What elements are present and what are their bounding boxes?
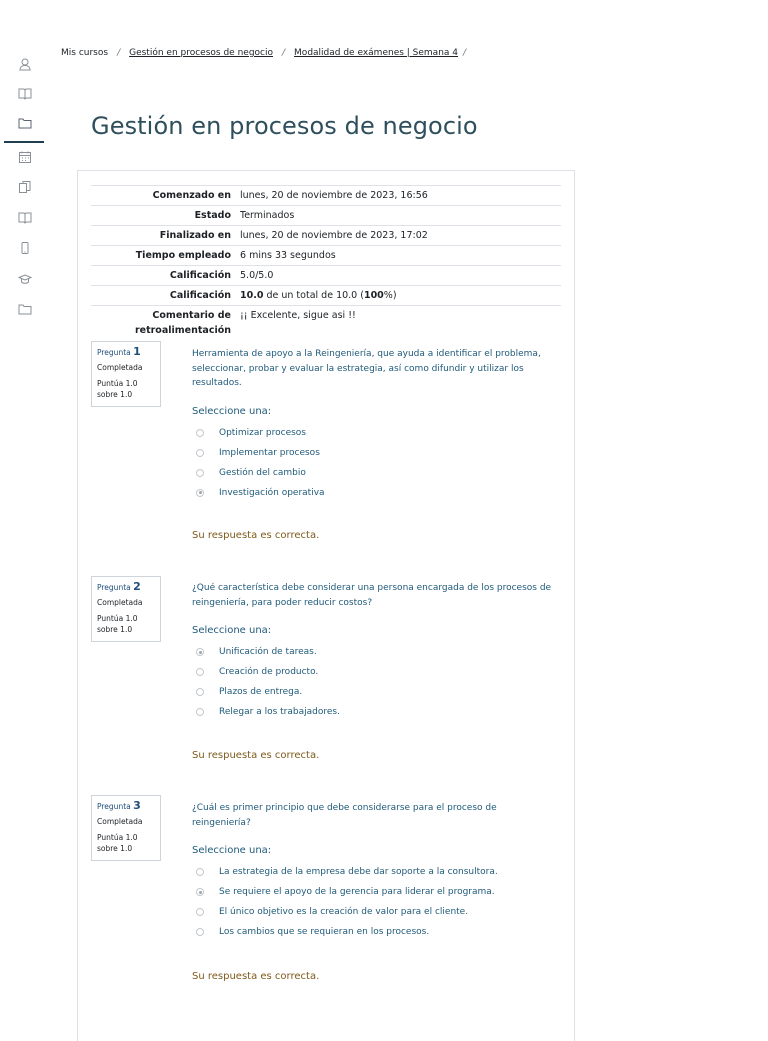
row-value xyxy=(239,286,561,306)
row-value: Terminados xyxy=(240,210,295,221)
row-value: ¡¡ Excelente, sigue asi !! xyxy=(240,310,356,321)
answer-label: Los cambios que se requieran en los procesos. xyxy=(219,927,430,937)
book-icon[interactable] xyxy=(18,210,32,224)
answer-option[interactable] xyxy=(192,642,554,662)
question-label: Pregunta xyxy=(97,583,131,592)
question-content-2 xyxy=(192,581,554,722)
answer-option[interactable] xyxy=(192,902,554,922)
answer-option[interactable] xyxy=(192,862,554,882)
book-icon[interactable] xyxy=(18,86,32,100)
question-label: Pregunta xyxy=(97,348,131,357)
breadcrumb xyxy=(61,48,475,58)
answer-option[interactable] xyxy=(192,922,554,942)
radio-button-selected[interactable] xyxy=(196,648,204,656)
radio-button[interactable] xyxy=(196,449,204,457)
row-value: 5.0/5.0 xyxy=(240,270,274,281)
grade-points: 10.0 xyxy=(240,290,264,301)
question-info-3 xyxy=(91,795,161,861)
question-feedback: Su respuesta es correcta. xyxy=(192,750,320,761)
breadcrumb-exam-mode[interactable]: Modalidad de exámenes | Semana 4 xyxy=(294,48,459,58)
question-state: Completada xyxy=(97,817,143,826)
answer-label: Se requiere el apoyo de la gerencia para liderar el programa. xyxy=(219,887,495,897)
question-number: 1 xyxy=(133,345,141,358)
folder-icon[interactable] xyxy=(18,302,32,316)
question-grade: Puntúa 1.0 sobre 1.0 xyxy=(97,379,138,399)
answer-option[interactable] xyxy=(192,443,554,463)
answer-label: Unificación de tareas. xyxy=(219,647,317,657)
question-content-3 xyxy=(192,801,554,942)
calendar-icon[interactable] xyxy=(18,150,32,164)
breadcrumb-separator: / xyxy=(463,48,467,58)
answer-option[interactable] xyxy=(192,702,554,722)
answer-label: Optimizar procesos xyxy=(219,427,306,438)
answer-option[interactable] xyxy=(192,423,554,443)
question-grade: Puntúa 1.0 sobre 1.0 xyxy=(97,614,138,634)
copy-icon[interactable] xyxy=(18,180,32,194)
radio-button[interactable] xyxy=(196,908,204,916)
table-row xyxy=(91,206,561,226)
quiz-review-panel xyxy=(77,170,575,1041)
answer-label: Relegar a los trabajadores. xyxy=(219,707,340,717)
user-icon[interactable] xyxy=(18,57,32,71)
row-label: Tiempo empleado xyxy=(135,250,231,261)
question-state: Completada xyxy=(97,598,143,607)
question-feedback: Su respuesta es correcta. xyxy=(192,530,320,541)
row-label: Comenzado en xyxy=(152,190,231,201)
answer-list xyxy=(192,642,554,722)
question-info-2 xyxy=(91,576,161,642)
answer-prompt: Seleccione una: xyxy=(192,625,272,636)
row-value: lunes, 20 de noviembre de 2023, 17:02 xyxy=(240,230,428,241)
answer-label: Plazos de entrega. xyxy=(219,687,303,697)
radio-button[interactable] xyxy=(196,928,204,936)
attempt-summary-table xyxy=(91,185,561,340)
question-state: Completada xyxy=(97,363,143,372)
answer-option[interactable] xyxy=(192,882,554,902)
radio-button[interactable] xyxy=(196,429,204,437)
breadcrumb-course[interactable]: Gestión en procesos de negocio xyxy=(129,48,273,58)
table-row xyxy=(91,226,561,246)
graduation-cap-icon[interactable] xyxy=(18,272,32,286)
row-value: lunes, 20 de noviembre de 2023, 16:56 xyxy=(240,190,428,201)
breadcrumb-separator: / xyxy=(282,48,286,58)
radio-button[interactable] xyxy=(196,668,204,676)
question-feedback: Su respuesta es correcta. xyxy=(192,971,320,982)
answer-label: La estrategia de la empresa debe dar soporte a la consultora. xyxy=(219,867,498,877)
row-label: Estado xyxy=(194,210,231,221)
breadcrumb-separator: / xyxy=(117,48,121,58)
question-number: 3 xyxy=(133,799,141,812)
answer-prompt: Seleccione una: xyxy=(192,405,272,417)
answer-label: El único objetivo es la creación de valor para el cliente. xyxy=(219,907,469,917)
answer-option[interactable] xyxy=(192,682,554,702)
row-label: Comentario de retroalimentación xyxy=(134,310,231,336)
grade-percent: 100 xyxy=(363,290,384,301)
table-row xyxy=(91,186,561,206)
grade-total: de un total de 10.0 ( xyxy=(263,290,364,301)
radio-button[interactable] xyxy=(196,868,204,876)
answer-list xyxy=(192,423,554,503)
answer-option[interactable] xyxy=(192,662,554,682)
radio-button[interactable] xyxy=(196,688,204,696)
breadcrumb-mis-cursos[interactable]: Mis cursos xyxy=(61,48,109,58)
row-label: Calificación xyxy=(169,290,231,301)
radio-button[interactable] xyxy=(196,469,204,477)
question-info-1 xyxy=(91,341,161,407)
question-text: ¿Qué característica debe considerar una persona encargada de los procesos de reingeniería, para poder reducir costos? xyxy=(192,583,552,608)
answer-label: Creación de producto. xyxy=(219,667,319,677)
folder-icon[interactable] xyxy=(18,116,32,130)
question-text: ¿Cuál es primer principio que debe considerarse para el proceso de reingeniería? xyxy=(192,803,497,828)
table-row xyxy=(91,266,561,286)
row-label: Calificación xyxy=(169,270,231,281)
table-row xyxy=(91,286,561,306)
table-row xyxy=(91,246,561,266)
grade-percent-sign: %) xyxy=(383,290,397,301)
question-label: Pregunta xyxy=(97,802,131,811)
radio-button-selected[interactable] xyxy=(196,888,204,896)
radio-button-selected[interactable] xyxy=(196,489,204,497)
answer-label: Gestión del cambio xyxy=(219,467,306,478)
row-label: Finalizado en xyxy=(159,230,231,241)
question-content-1 xyxy=(192,347,554,503)
mobile-icon[interactable] xyxy=(18,241,32,255)
answer-list xyxy=(192,862,554,942)
page-title: Gestión en procesos de negocio xyxy=(91,112,478,140)
answer-prompt: Seleccione una: xyxy=(192,845,272,856)
question-grade: Puntúa 1.0 sobre 1.0 xyxy=(97,833,138,853)
answer-label: Implementar procesos xyxy=(219,447,320,458)
answer-label: Investigación operativa xyxy=(219,487,325,498)
answer-option[interactable] xyxy=(192,463,554,483)
answer-option[interactable] xyxy=(192,483,554,503)
table-row xyxy=(91,306,561,341)
question-number: 2 xyxy=(133,580,141,593)
radio-button[interactable] xyxy=(196,708,204,716)
row-value: 6 mins 33 segundos xyxy=(240,250,336,261)
question-text: Herramienta de apoyo a la Reingeniería, que ayuda a identificar el problema, seleccionar, probar y evaluar la estrategia, así como difundir y utilizar los resultados. xyxy=(192,349,541,388)
active-indicator xyxy=(4,141,44,143)
